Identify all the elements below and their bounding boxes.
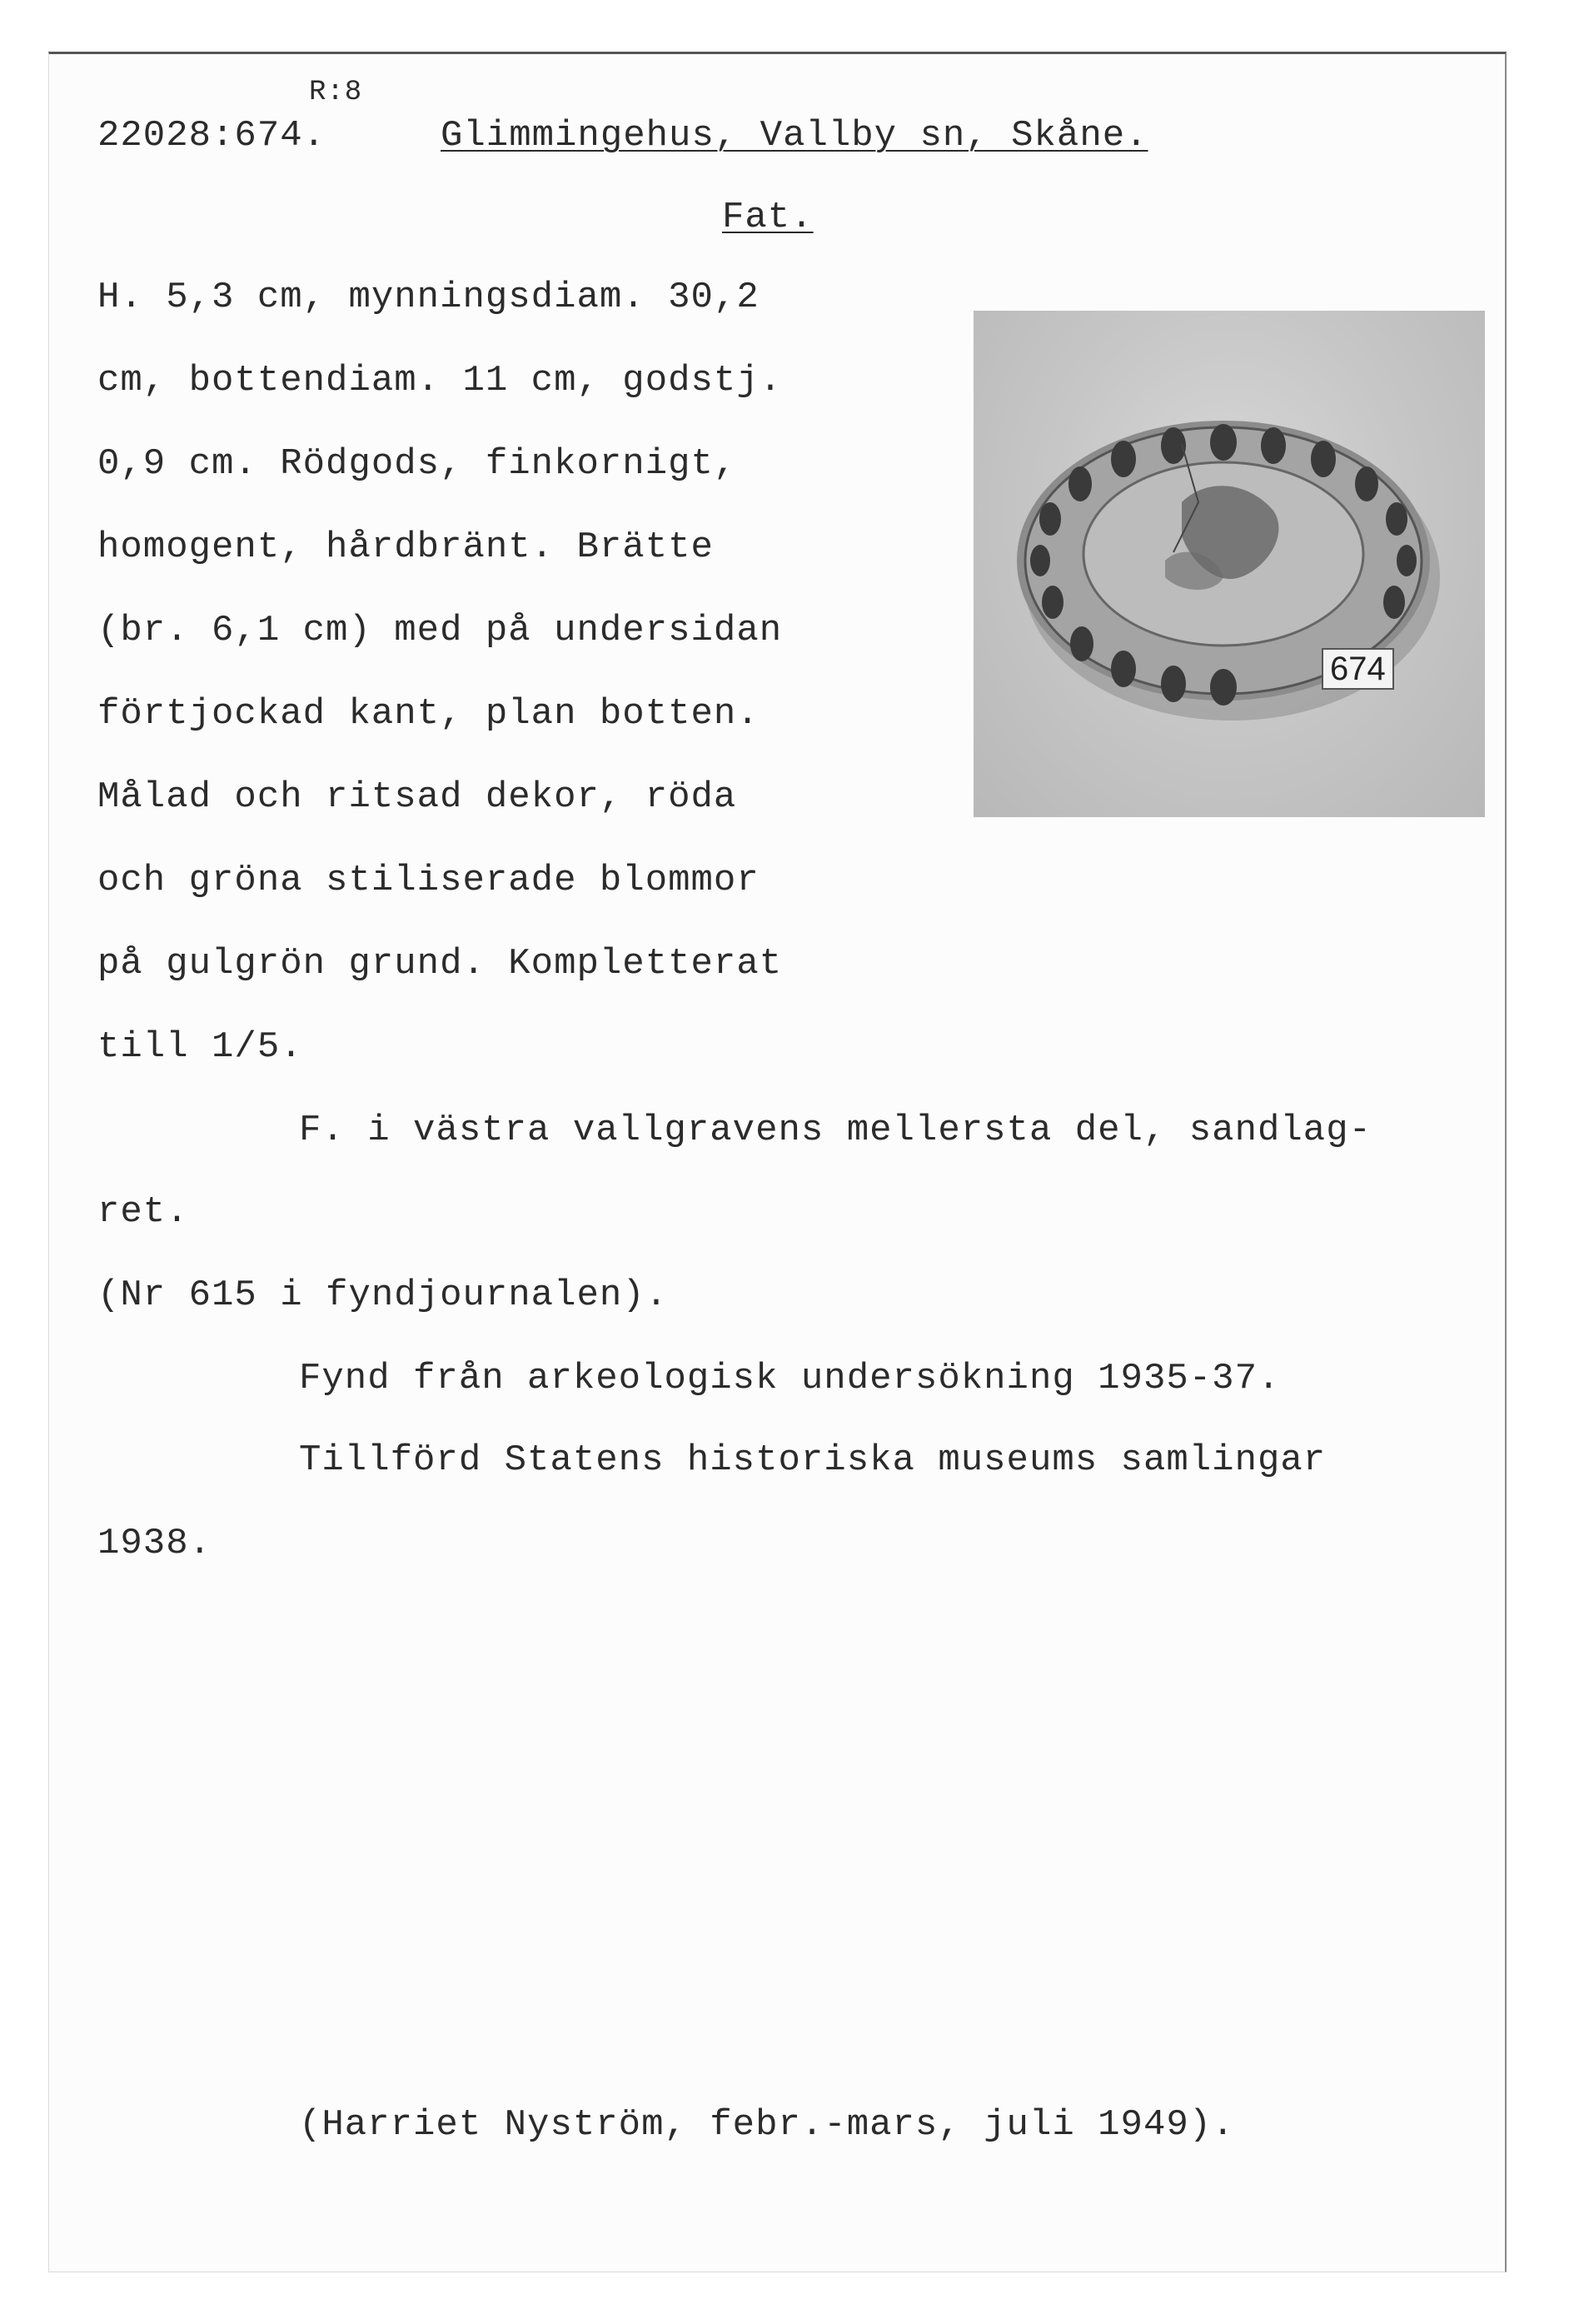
object-type: Fat. — [722, 197, 814, 238]
handwritten-annotation: R:8 — [309, 77, 363, 108]
description-line: Målad och ritsad dekor, röda — [97, 776, 737, 818]
catalog-number: 22028:674. — [97, 115, 326, 157]
description-line: på gulgrön grund. Kompletterat — [97, 943, 783, 985]
dish-illustration — [974, 311, 1485, 817]
description-line: och gröna stiliserade blommor — [97, 860, 760, 901]
journal-reference: (Nr 615 i fyndjournalen). — [97, 1274, 669, 1316]
description-line: H. 5,3 cm, mynningsdiam. 30,2 — [97, 277, 760, 318]
object-photo — [974, 311, 1485, 817]
collection-note: Tillförd Statens historiska museums samlingar — [299, 1439, 1327, 1481]
find-location: Glimmingehus, Vallby sn, Skåne. — [441, 115, 1148, 157]
description-line: cm, bottendiam. 11 cm, godstj. — [97, 360, 783, 401]
description-line: till 1/5. — [97, 1026, 303, 1068]
find-place-line: F. i västra vallgravens mellersta del, sandlag- — [299, 1110, 1372, 1151]
find-place-line: ret. — [97, 1191, 189, 1233]
description-line: homogent, hårdbränt. Brätte — [97, 526, 714, 568]
photo-number-label: 674 — [1322, 648, 1394, 690]
excavation-note: Fynd från arkeologisk undersökning 1935-37. — [299, 1358, 1281, 1399]
catalog-card — [48, 52, 1507, 2272]
collection-year: 1938. — [97, 1523, 212, 1564]
description-line: förtjockad kant, plan botten. — [97, 693, 760, 735]
description-line: 0,9 cm. Rödgods, finkornigt, — [97, 443, 737, 485]
author-signature: (Harriet Nyström, febr.-mars, juli 1949). — [299, 2104, 1235, 2146]
description-line: (br. 6,1 cm) med på undersidan — [97, 610, 783, 651]
